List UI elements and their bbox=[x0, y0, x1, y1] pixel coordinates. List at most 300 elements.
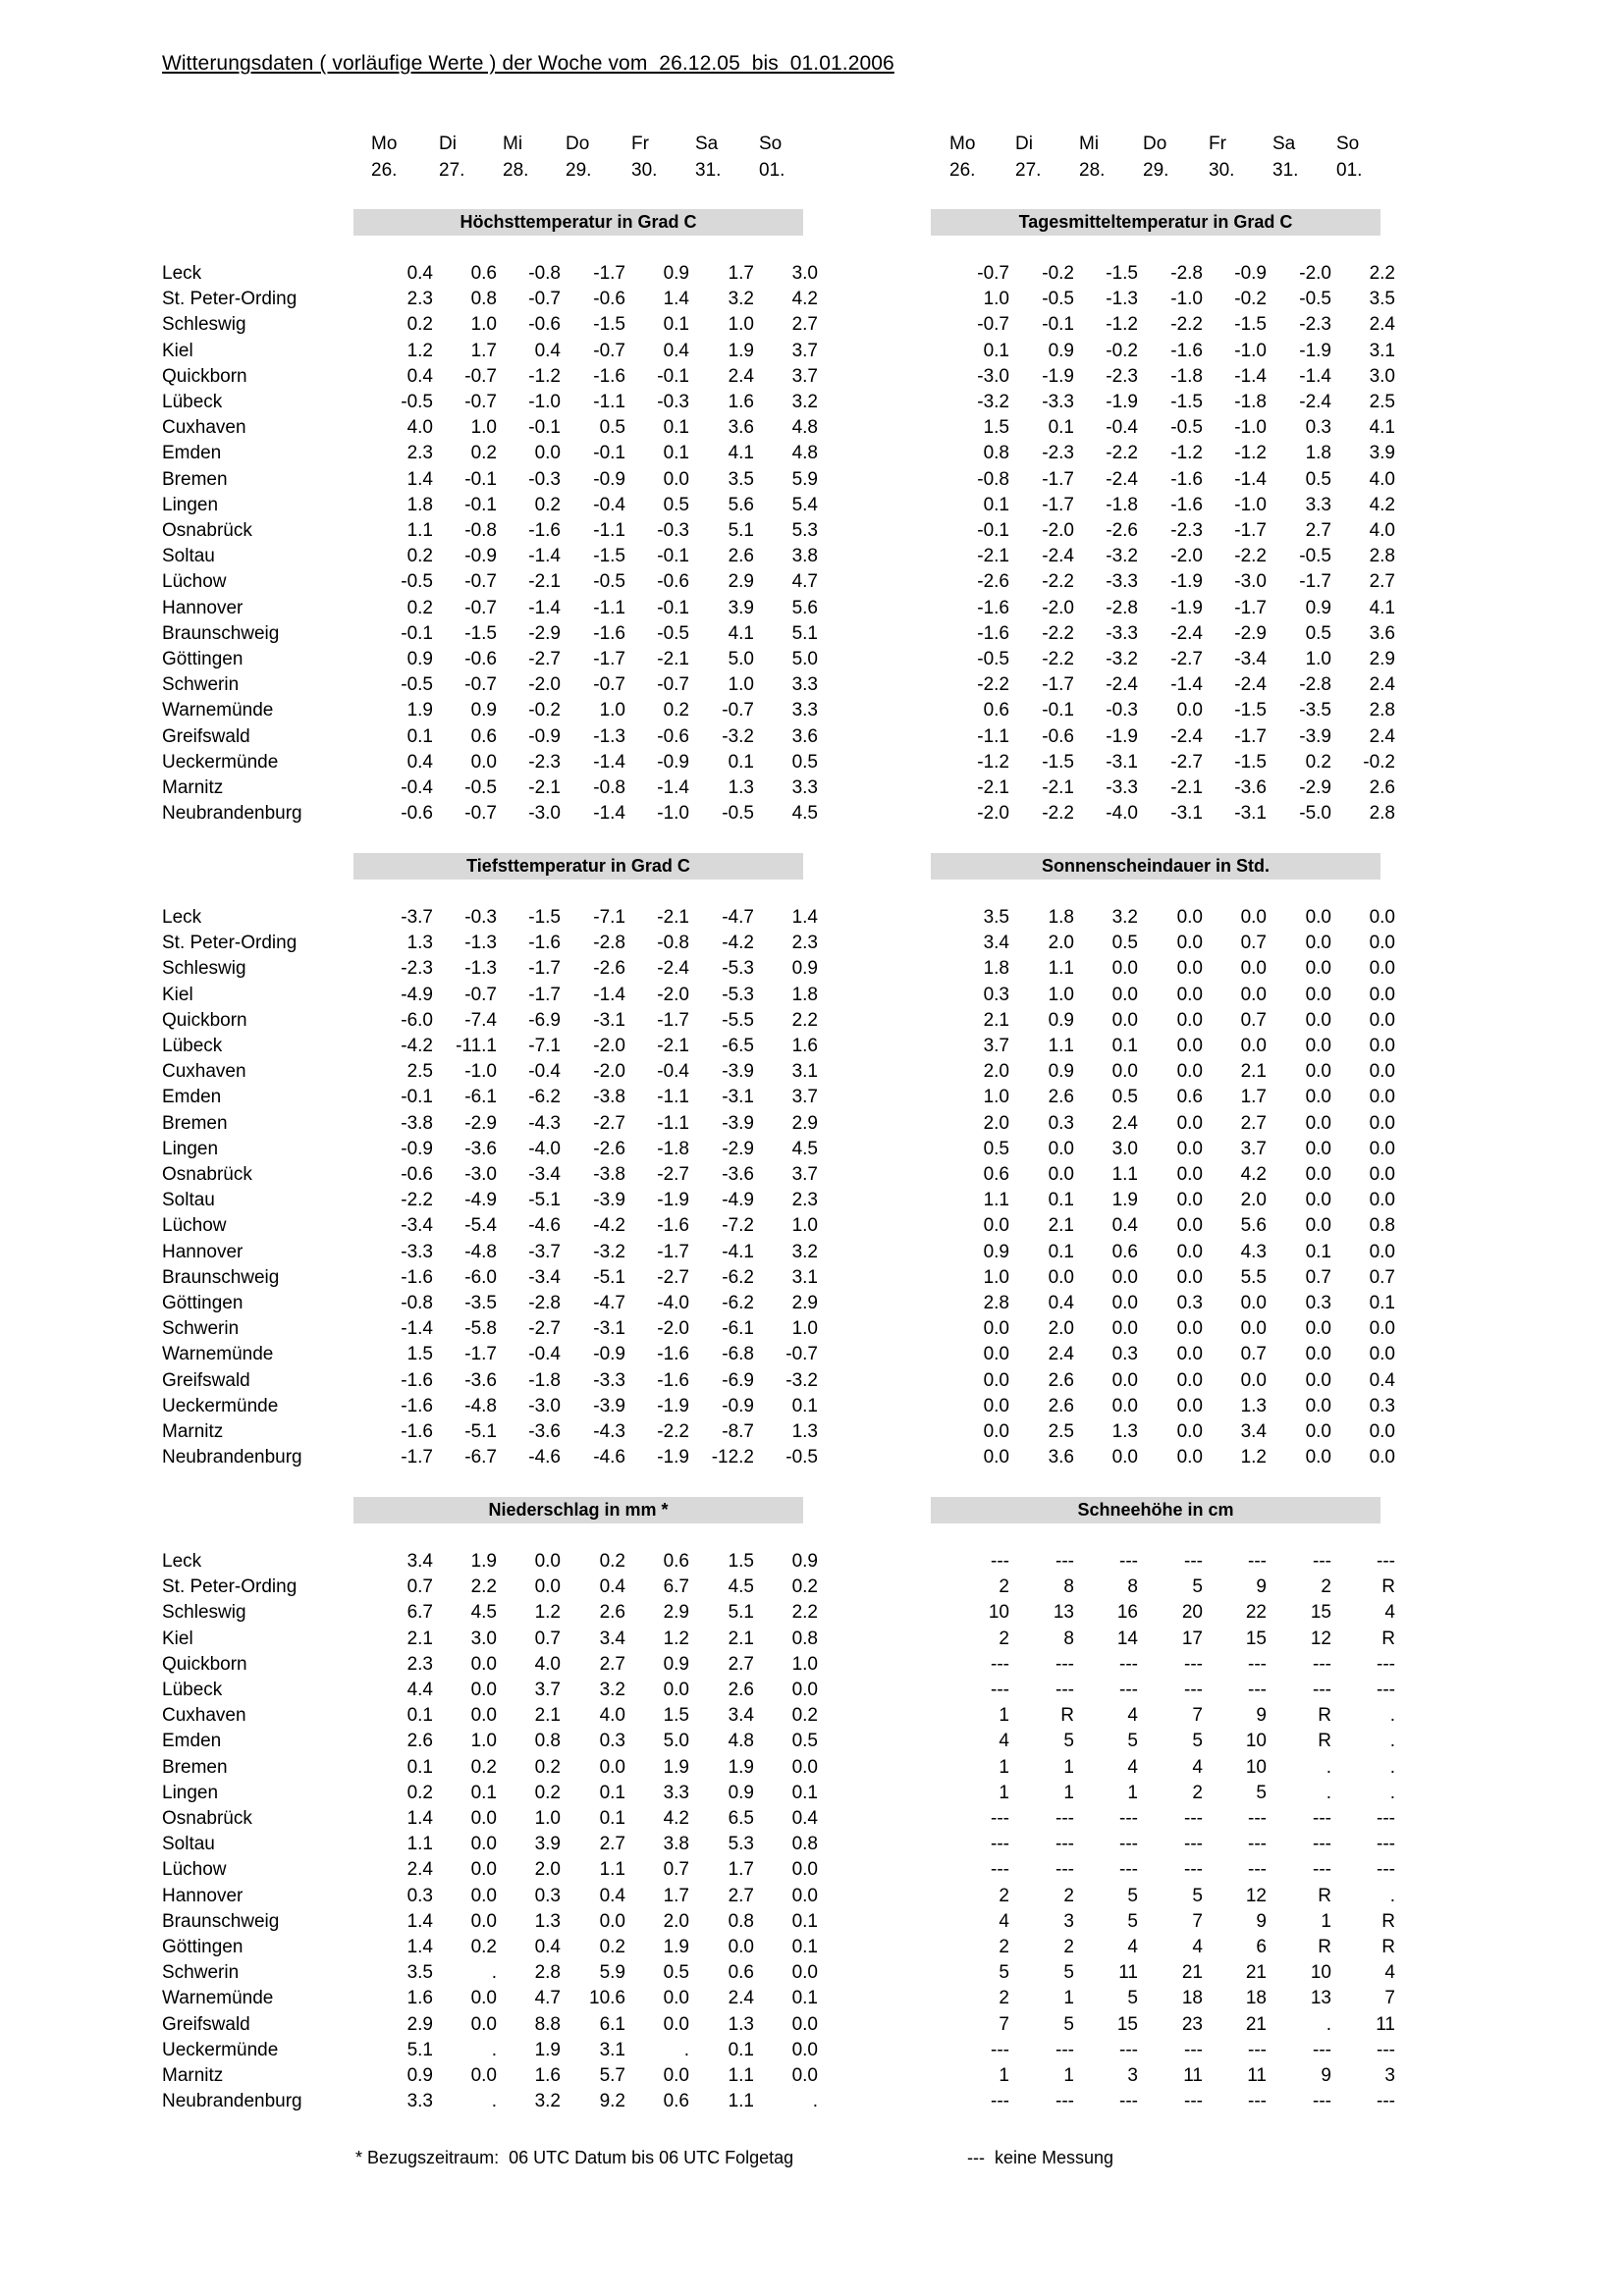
value-cell: -1.6 bbox=[1170, 494, 1203, 515]
value-cell: 0.6 bbox=[983, 700, 1009, 721]
value-cell: --- bbox=[1119, 1808, 1138, 1829]
value-cell: 0.3 bbox=[983, 984, 1009, 1005]
value-cell: -4.6 bbox=[528, 1447, 561, 1468]
value-cell: -2.0 bbox=[1170, 546, 1203, 567]
value-cell: -1.2 bbox=[1106, 314, 1138, 336]
value-cell: 1.3 bbox=[1111, 1421, 1138, 1442]
value-cell: -1.2 bbox=[528, 365, 561, 387]
value-cell: -0.3 bbox=[657, 392, 689, 412]
value-cell: 1.9 bbox=[728, 1756, 754, 1778]
value-cell: 0.0 bbox=[1305, 933, 1331, 954]
value-cell: -3.7 bbox=[528, 1241, 561, 1262]
value-cell: 3.2 bbox=[791, 1241, 818, 1262]
value-cell: -1.1 bbox=[593, 520, 625, 541]
value-cell: 2.6 bbox=[406, 1731, 433, 1752]
value-cell: -1.6 bbox=[528, 520, 561, 541]
station-name: Schleswig bbox=[162, 958, 246, 980]
value-cell: 0.4 bbox=[1369, 1369, 1395, 1391]
value-cell: 0.0 bbox=[470, 1988, 497, 2009]
value-cell: -1.6 bbox=[1170, 468, 1203, 490]
station-name: Warnemünde bbox=[162, 700, 274, 721]
value-cell: -2.9 bbox=[722, 1138, 754, 1159]
value-cell: -0.1 bbox=[464, 468, 497, 490]
value-cell: -2.2 bbox=[657, 1421, 689, 1442]
value-cell: 0.1 bbox=[728, 751, 754, 773]
value-cell: 1.5 bbox=[406, 1344, 433, 1365]
value-cell: 0.0 bbox=[1240, 1318, 1267, 1340]
day-header-right-dow: Fr bbox=[1209, 133, 1226, 154]
value-cell: -5.5 bbox=[722, 1009, 754, 1031]
value-cell: 1.9 bbox=[728, 340, 754, 361]
station-name: Quickborn bbox=[162, 1009, 247, 1031]
value-cell: -3.8 bbox=[401, 1112, 433, 1134]
day-header-left-date: 27. bbox=[439, 160, 465, 181]
value-cell: 0.1 bbox=[663, 314, 689, 336]
value-cell: -3.3 bbox=[1106, 571, 1138, 593]
value-cell: 0.6 bbox=[728, 1962, 754, 1984]
station-name: Hannover bbox=[162, 597, 243, 618]
value-cell: 4.1 bbox=[728, 622, 754, 644]
value-cell: -2.0 bbox=[593, 1036, 625, 1056]
value-cell: 0.0 bbox=[983, 1318, 1009, 1340]
value-cell: 0.8 bbox=[791, 1628, 818, 1649]
value-cell: 3.9 bbox=[1369, 443, 1395, 464]
value-cell: -0.7 bbox=[593, 674, 625, 696]
value-cell: -2.0 bbox=[657, 984, 689, 1005]
value-cell: -0.5 bbox=[1299, 546, 1331, 567]
value-cell: -0.6 bbox=[528, 314, 561, 336]
value-cell: 2.5 bbox=[406, 1061, 433, 1083]
value-cell: -2.7 bbox=[528, 649, 561, 669]
value-cell: 5 bbox=[1063, 2013, 1074, 2035]
value-cell: -3.6 bbox=[722, 1164, 754, 1185]
value-cell: --- bbox=[1184, 2039, 1203, 2060]
value-cell: . bbox=[812, 2091, 818, 2112]
value-cell: 1.1 bbox=[1048, 958, 1074, 980]
value-cell: --- bbox=[1055, 2091, 1074, 2112]
value-cell: 0.6 bbox=[1111, 1241, 1138, 1262]
value-cell: 0.1 bbox=[728, 2039, 754, 2060]
value-cell: -1.8 bbox=[528, 1369, 561, 1391]
value-cell: 0.1 bbox=[406, 1756, 433, 1778]
value-cell: -2.8 bbox=[1170, 263, 1203, 284]
value-cell: 2.6 bbox=[1048, 1369, 1074, 1391]
value-cell: 2.6 bbox=[1369, 777, 1395, 798]
value-cell: 0.1 bbox=[599, 1808, 625, 1829]
value-cell: -2.1 bbox=[657, 1036, 689, 1056]
value-cell: -0.6 bbox=[464, 649, 497, 669]
value-cell: -0.8 bbox=[977, 468, 1009, 490]
value-cell: -3.0 bbox=[528, 803, 561, 825]
value-cell: 0.7 bbox=[1240, 1344, 1267, 1365]
page-title: Witterungsdaten ( vorläufige Werte ) der Woche vom 26.12.05 bis 01.01.2006 bbox=[162, 52, 894, 75]
value-cell: -1.2 bbox=[977, 751, 1009, 773]
value-cell: -0.1 bbox=[657, 546, 689, 567]
value-cell: 2.6 bbox=[1048, 1395, 1074, 1416]
value-cell: 0.5 bbox=[791, 751, 818, 773]
value-cell: -0.7 bbox=[464, 365, 497, 387]
value-cell: 1.0 bbox=[983, 1266, 1009, 1288]
value-cell: --- bbox=[1119, 1680, 1138, 1700]
value-cell: -3.2 bbox=[1106, 649, 1138, 669]
value-cell: -1.6 bbox=[401, 1369, 433, 1391]
value-cell: 0.0 bbox=[1369, 1241, 1395, 1262]
value-cell: 9 bbox=[1256, 1910, 1267, 1932]
value-cell: 4.0 bbox=[1369, 520, 1395, 541]
value-cell: -0.2 bbox=[1106, 340, 1138, 361]
value-cell: 0.0 bbox=[1369, 1138, 1395, 1159]
value-cell: 0.0 bbox=[663, 2065, 689, 2086]
value-cell: 0.0 bbox=[1176, 1190, 1203, 1211]
value-cell: -1.7 bbox=[528, 958, 561, 980]
value-cell: 2.7 bbox=[1369, 571, 1395, 593]
value-cell: 3.5 bbox=[983, 907, 1009, 928]
value-cell: 0.0 bbox=[1176, 1369, 1203, 1391]
value-cell: 4.1 bbox=[728, 443, 754, 464]
station-name: Lingen bbox=[162, 1138, 219, 1159]
value-cell: 0.0 bbox=[1176, 1138, 1203, 1159]
value-cell: 2.4 bbox=[1369, 314, 1395, 336]
station-name: Osnabrück bbox=[162, 520, 252, 541]
station-name: Lübeck bbox=[162, 1680, 223, 1700]
value-cell: 2.7 bbox=[1305, 520, 1331, 541]
value-cell: -2.1 bbox=[1042, 777, 1074, 798]
value-cell: 0.9 bbox=[1048, 340, 1074, 361]
value-cell: -1.4 bbox=[1170, 674, 1203, 696]
value-cell: 4 bbox=[999, 1731, 1009, 1752]
value-cell: 3.8 bbox=[791, 546, 818, 567]
value-cell: -2.7 bbox=[1170, 751, 1203, 773]
value-cell: 14 bbox=[1116, 1628, 1138, 1649]
value-cell: 1.7 bbox=[728, 263, 754, 284]
value-cell: -1.7 bbox=[464, 1344, 497, 1365]
value-cell: -0.2 bbox=[1363, 751, 1395, 773]
value-cell: 13 bbox=[1053, 1602, 1074, 1624]
value-cell: 1.3 bbox=[534, 1910, 561, 1932]
value-cell: R bbox=[1381, 1576, 1395, 1598]
value-cell: 0.4 bbox=[599, 1576, 625, 1598]
value-cell: -2.6 bbox=[1106, 520, 1138, 541]
value-cell: -2.4 bbox=[1234, 674, 1267, 696]
value-cell: 0.5 bbox=[663, 1962, 689, 1984]
value-cell: R bbox=[1318, 1885, 1331, 1906]
value-cell: 1.6 bbox=[728, 392, 754, 412]
value-cell: 0.5 bbox=[1111, 1087, 1138, 1108]
value-cell: -5.8 bbox=[464, 1318, 497, 1340]
value-cell: 1 bbox=[1063, 1988, 1074, 2009]
value-cell: 8 bbox=[1127, 1576, 1138, 1598]
value-cell: 0.4 bbox=[534, 340, 561, 361]
value-cell: 2.2 bbox=[470, 1576, 497, 1598]
value-cell: -3.6 bbox=[464, 1138, 497, 1159]
value-cell: -0.1 bbox=[528, 417, 561, 439]
station-name: Göttingen bbox=[162, 1293, 243, 1313]
value-cell: 0.7 bbox=[1240, 1009, 1267, 1031]
station-name: Cuxhaven bbox=[162, 1705, 246, 1727]
value-cell: -5.3 bbox=[722, 984, 754, 1005]
value-cell: 0.5 bbox=[599, 417, 625, 439]
value-cell: -0.1 bbox=[657, 597, 689, 618]
value-cell: -2.8 bbox=[1106, 597, 1138, 618]
value-cell: 1 bbox=[999, 2065, 1009, 2086]
station-name: Warnemünde bbox=[162, 1988, 274, 2009]
value-cell: -1.4 bbox=[528, 546, 561, 567]
value-cell: --- bbox=[991, 2039, 1009, 2060]
value-cell: 0.9 bbox=[663, 263, 689, 284]
value-cell: . bbox=[1389, 1885, 1395, 1906]
value-cell: 0.4 bbox=[534, 1937, 561, 1957]
value-cell: 1.4 bbox=[406, 468, 433, 490]
value-cell: 0.0 bbox=[728, 1937, 754, 1957]
value-cell: 0.9 bbox=[1048, 1009, 1074, 1031]
value-cell: -1.7 bbox=[1042, 468, 1074, 490]
value-cell: 3 bbox=[1127, 2065, 1138, 2086]
value-cell: 0.0 bbox=[1369, 1447, 1395, 1468]
value-cell: 0.1 bbox=[983, 494, 1009, 515]
value-cell: -1.3 bbox=[1106, 289, 1138, 310]
value-cell: 2.9 bbox=[791, 1112, 818, 1134]
station-name: Soltau bbox=[162, 546, 215, 567]
value-cell: -0.5 bbox=[401, 392, 433, 412]
value-cell: 0.2 bbox=[406, 597, 433, 618]
value-cell: 2.3 bbox=[406, 289, 433, 310]
value-cell: 0.8 bbox=[1369, 1215, 1395, 1237]
value-cell: -1.4 bbox=[593, 751, 625, 773]
value-cell: 1.0 bbox=[534, 1808, 561, 1829]
value-cell: -1.7 bbox=[528, 984, 561, 1005]
value-cell: . bbox=[1325, 2013, 1331, 2035]
value-cell: -11.1 bbox=[456, 1036, 497, 1056]
value-cell: 0.1 bbox=[983, 340, 1009, 361]
value-cell: 0.0 bbox=[1240, 1293, 1267, 1313]
value-cell: 0.0 bbox=[1369, 1112, 1395, 1134]
value-cell: 1.0 bbox=[728, 314, 754, 336]
value-cell: -1.6 bbox=[657, 1344, 689, 1365]
value-cell: -1.6 bbox=[528, 933, 561, 954]
value-cell: -4.7 bbox=[722, 907, 754, 928]
value-cell: 0.4 bbox=[406, 365, 433, 387]
value-cell: 2.4 bbox=[1369, 725, 1395, 747]
value-cell: -2.0 bbox=[1042, 520, 1074, 541]
value-cell: --- bbox=[1184, 1859, 1203, 1881]
value-cell: --- bbox=[1313, 2039, 1331, 2060]
value-cell: 0.0 bbox=[1240, 1036, 1267, 1056]
value-cell: -0.3 bbox=[657, 520, 689, 541]
value-cell: --- bbox=[1119, 1834, 1138, 1855]
value-cell: 0.0 bbox=[1305, 1344, 1331, 1365]
value-cell: 4.0 bbox=[534, 1653, 561, 1675]
day-header-right-dow: Do bbox=[1143, 133, 1167, 154]
value-cell: 2.1 bbox=[983, 1009, 1009, 1031]
value-cell: -1.5 bbox=[1106, 263, 1138, 284]
value-cell: 2.8 bbox=[1369, 700, 1395, 721]
value-cell: 2.2 bbox=[791, 1602, 818, 1624]
value-cell: 0.0 bbox=[1305, 1138, 1331, 1159]
value-cell: 4.0 bbox=[599, 1705, 625, 1727]
value-cell: -3.6 bbox=[464, 1369, 497, 1391]
value-cell: 0.0 bbox=[983, 1395, 1009, 1416]
value-cell: 3.8 bbox=[663, 1834, 689, 1855]
value-cell: 0.0 bbox=[470, 1834, 497, 1855]
value-cell: 0.3 bbox=[1176, 1293, 1203, 1313]
value-cell: 23 bbox=[1181, 2013, 1203, 2035]
value-cell: -6.9 bbox=[722, 1369, 754, 1391]
value-cell: 0.1 bbox=[406, 1705, 433, 1727]
value-cell: 1.2 bbox=[534, 1602, 561, 1624]
value-cell: -1.6 bbox=[977, 622, 1009, 644]
value-cell: 0.2 bbox=[599, 1551, 625, 1572]
value-cell: 4.8 bbox=[791, 417, 818, 439]
value-cell: 0.1 bbox=[406, 725, 433, 747]
value-cell: 2.1 bbox=[406, 1628, 433, 1649]
value-cell: -12.2 bbox=[711, 1447, 754, 1468]
value-cell: 5.6 bbox=[791, 597, 818, 618]
value-cell: -4.6 bbox=[528, 1215, 561, 1237]
value-cell: 4 bbox=[1384, 1602, 1395, 1624]
value-cell: 8.8 bbox=[534, 2013, 561, 2035]
value-cell: 4.8 bbox=[791, 443, 818, 464]
value-cell: 0.1 bbox=[1048, 1190, 1074, 1211]
value-cell: --- bbox=[1248, 1551, 1267, 1572]
value-cell: -0.5 bbox=[977, 649, 1009, 669]
value-cell: 1.1 bbox=[1111, 1164, 1138, 1185]
value-cell: 0.0 bbox=[983, 1421, 1009, 1442]
value-cell: -3.4 bbox=[401, 1215, 433, 1237]
value-cell: -5.0 bbox=[1299, 803, 1331, 825]
value-cell: -1.7 bbox=[657, 1009, 689, 1031]
value-cell: 1 bbox=[1063, 2065, 1074, 2086]
value-cell: 1.8 bbox=[1048, 907, 1074, 928]
value-cell: 5.6 bbox=[728, 494, 754, 515]
value-cell: 1 bbox=[999, 1756, 1009, 1778]
value-cell: 2.3 bbox=[791, 1190, 818, 1211]
value-cell: 1.8 bbox=[791, 984, 818, 1005]
value-cell: 18 bbox=[1181, 1988, 1203, 2009]
value-cell: 0.0 bbox=[1176, 958, 1203, 980]
value-cell: --- bbox=[1313, 1653, 1331, 1675]
value-cell: 2 bbox=[999, 1885, 1009, 1906]
station-name: St. Peter-Ording bbox=[162, 289, 298, 310]
value-cell: 0.0 bbox=[1111, 1061, 1138, 1083]
value-cell: -6.7 bbox=[464, 1447, 497, 1468]
value-cell: --- bbox=[1119, 1551, 1138, 1572]
value-cell: -2.4 bbox=[1299, 392, 1331, 412]
value-cell: 0.9 bbox=[470, 700, 497, 721]
station-name: Greifswald bbox=[162, 725, 250, 747]
value-cell: 0.0 bbox=[983, 1344, 1009, 1365]
day-header-right-date: 31. bbox=[1272, 160, 1299, 181]
value-cell: -1.5 bbox=[1234, 314, 1267, 336]
value-cell: -3.4 bbox=[528, 1164, 561, 1185]
value-cell: -3.9 bbox=[722, 1112, 754, 1134]
value-cell: -1.8 bbox=[1106, 494, 1138, 515]
value-cell: 1.9 bbox=[534, 2039, 561, 2060]
value-cell: 4.2 bbox=[791, 289, 818, 310]
value-cell: -3.0 bbox=[977, 365, 1009, 387]
value-cell: -3.3 bbox=[1106, 622, 1138, 644]
value-cell: --- bbox=[1377, 2039, 1395, 2060]
value-cell: -0.5 bbox=[401, 571, 433, 593]
value-cell: 0.0 bbox=[1305, 984, 1331, 1005]
station-name: Quickborn bbox=[162, 1653, 247, 1675]
value-cell: 10 bbox=[1245, 1731, 1267, 1752]
value-cell: 3.0 bbox=[470, 1628, 497, 1649]
value-cell: -0.5 bbox=[401, 674, 433, 696]
value-cell: 2.4 bbox=[728, 1988, 754, 2009]
value-cell: 10 bbox=[988, 1602, 1009, 1624]
value-cell: 2.5 bbox=[1048, 1421, 1074, 1442]
value-cell: 1.5 bbox=[663, 1705, 689, 1727]
value-cell: -0.4 bbox=[657, 1061, 689, 1083]
value-cell: -6.0 bbox=[401, 1009, 433, 1031]
day-header-right-date: 01. bbox=[1336, 160, 1363, 181]
value-cell: 0.5 bbox=[983, 1138, 1009, 1159]
value-cell: --- bbox=[1055, 1653, 1074, 1675]
value-cell: -0.7 bbox=[464, 984, 497, 1005]
value-cell: 3.9 bbox=[728, 597, 754, 618]
value-cell: -2.7 bbox=[528, 1318, 561, 1340]
value-cell: . bbox=[1389, 1705, 1395, 1727]
day-header-right-dow: Mi bbox=[1079, 133, 1100, 154]
value-cell: 0.3 bbox=[1305, 1293, 1331, 1313]
value-cell: -0.5 bbox=[593, 571, 625, 593]
value-cell: --- bbox=[1248, 2091, 1267, 2112]
value-cell: -6.9 bbox=[528, 1009, 561, 1031]
value-cell: -1.7 bbox=[593, 263, 625, 284]
value-cell: -0.1 bbox=[657, 365, 689, 387]
value-cell: 0.2 bbox=[1305, 751, 1331, 773]
section-header-niederschlag-in-mm: Niederschlag in mm * bbox=[353, 1497, 803, 1523]
value-cell: 0.0 bbox=[1111, 1266, 1138, 1288]
value-cell: 3.4 bbox=[406, 1551, 433, 1572]
value-cell: 3.0 bbox=[791, 263, 818, 284]
value-cell: 1.0 bbox=[1048, 984, 1074, 1005]
value-cell: 0.2 bbox=[791, 1576, 818, 1598]
value-cell: -4.2 bbox=[593, 1215, 625, 1237]
value-cell: -1.0 bbox=[1170, 289, 1203, 310]
value-cell: R bbox=[1060, 1705, 1074, 1727]
value-cell: 1.0 bbox=[470, 1731, 497, 1752]
value-cell: -4.2 bbox=[722, 933, 754, 954]
value-cell: 1.9 bbox=[663, 1937, 689, 1957]
value-cell: 1.6 bbox=[791, 1036, 818, 1056]
value-cell: 0.9 bbox=[406, 2065, 433, 2086]
value-cell: -3.4 bbox=[528, 1266, 561, 1288]
value-cell: 3.7 bbox=[791, 340, 818, 361]
value-cell: -3.2 bbox=[722, 725, 754, 747]
day-header-left-dow: Sa bbox=[695, 133, 719, 154]
value-cell: -2.4 bbox=[1106, 468, 1138, 490]
value-cell: 2.1 bbox=[1048, 1215, 1074, 1237]
day-header-left-dow: Do bbox=[566, 133, 590, 154]
value-cell: 1.0 bbox=[791, 1215, 818, 1237]
value-cell: 2.9 bbox=[728, 571, 754, 593]
value-cell: --- bbox=[1184, 1808, 1203, 1829]
value-cell: -3.1 bbox=[1170, 803, 1203, 825]
value-cell: -1.0 bbox=[528, 392, 561, 412]
value-cell: 0.9 bbox=[983, 1241, 1009, 1262]
value-cell: 2.9 bbox=[1369, 649, 1395, 669]
value-cell: -1.8 bbox=[1170, 365, 1203, 387]
value-cell: -1.6 bbox=[1170, 340, 1203, 361]
value-cell: 4 bbox=[1127, 1705, 1138, 1727]
value-cell: -1.4 bbox=[401, 1318, 433, 1340]
value-cell: 0.0 bbox=[470, 1705, 497, 1727]
value-cell: -2.2 bbox=[1170, 314, 1203, 336]
value-cell: 0.2 bbox=[534, 1782, 561, 1803]
value-cell: 0.3 bbox=[534, 1885, 561, 1906]
value-cell: -1.5 bbox=[1234, 751, 1267, 773]
